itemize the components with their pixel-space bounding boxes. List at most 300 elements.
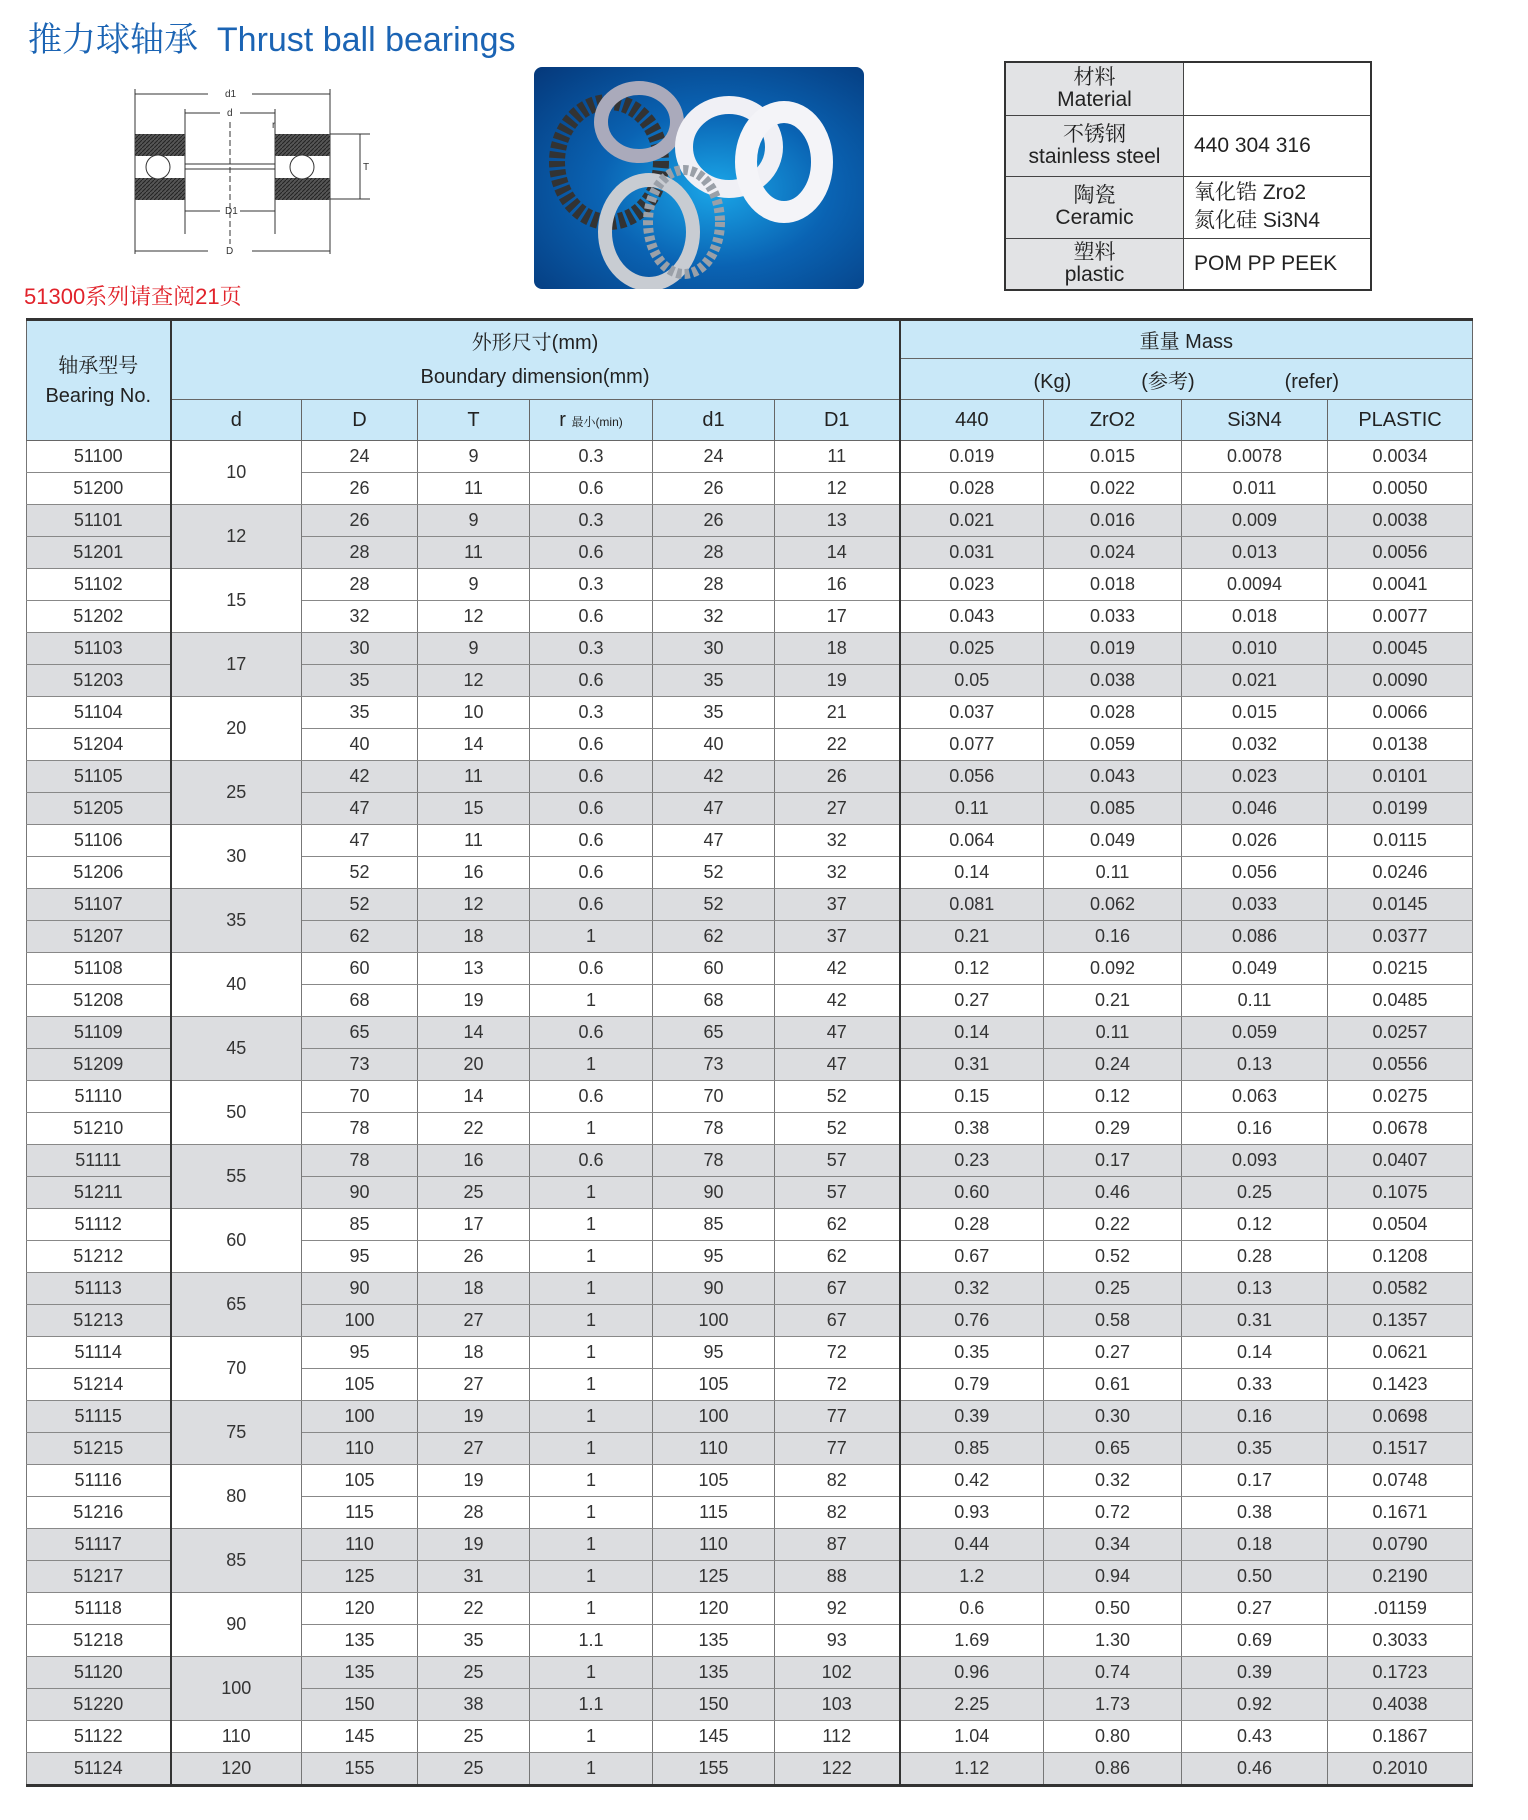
d1-cell: 77 <box>775 1433 900 1465</box>
440-cell: 0.056 <box>900 761 1044 793</box>
d-cell: 135 <box>302 1657 418 1689</box>
d1-cell: 77 <box>775 1401 900 1433</box>
t-cell: 38 <box>418 1689 530 1721</box>
zro2-cell: 0.033 <box>1044 601 1182 633</box>
d-cell: 47 <box>302 825 418 857</box>
d-cell: 15 <box>171 569 302 633</box>
d1-cell: 24 <box>653 441 775 473</box>
material-label-en: plastic <box>1064 262 1125 286</box>
t-cell: 25 <box>418 1721 530 1753</box>
material-value: POM PP PEEK <box>1194 251 1338 275</box>
table-row <box>27 761 1473 793</box>
d-cell: 28 <box>302 569 418 601</box>
column-header-label: d <box>230 408 242 431</box>
d-cell: 85 <box>302 1209 418 1241</box>
plastic-cell: 0.1357 <box>1328 1305 1473 1337</box>
plastic-cell: 0.0698 <box>1328 1401 1473 1433</box>
label-d1: d1 <box>225 89 237 100</box>
material-label-cn: 塑料 <box>1073 240 1116 264</box>
d1-cell: 40 <box>653 729 775 761</box>
bearing-cross-section-diagram <box>130 84 392 256</box>
d1-cell: 100 <box>653 1305 775 1337</box>
plastic-cell: 0.0275 <box>1328 1081 1473 1113</box>
si3n4-cell: 0.033 <box>1182 889 1328 921</box>
column-header-label: r <box>559 408 566 431</box>
r-cell: 1 <box>530 1209 653 1241</box>
t-cell: 9 <box>418 569 530 601</box>
table-row <box>27 1753 1473 1786</box>
zro2-cell: 0.092 <box>1044 953 1182 985</box>
zro2-cell: 0.65 <box>1044 1433 1182 1465</box>
d-cell: 65 <box>302 1017 418 1049</box>
d1-cell: 105 <box>653 1369 775 1401</box>
d1-cell: 22 <box>775 729 900 761</box>
zro2-cell: 0.80 <box>1044 1721 1182 1753</box>
440-cell: 0.081 <box>900 889 1044 921</box>
zro2-cell: 0.049 <box>1044 825 1182 857</box>
d1-cell: 82 <box>775 1465 900 1497</box>
bearing-number-cell: 51107 <box>27 889 171 921</box>
440-cell: 0.44 <box>900 1529 1044 1561</box>
d1-cell: 62 <box>775 1241 900 1273</box>
440-cell: 0.6 <box>900 1593 1044 1625</box>
bearing-number-cell: 51108 <box>27 953 171 985</box>
plastic-cell: 0.0485 <box>1328 985 1473 1017</box>
d1-cell: 112 <box>775 1721 900 1753</box>
r-cell: 0.3 <box>530 505 653 537</box>
si3n4-cell: 0.25 <box>1182 1177 1328 1209</box>
d1-cell: 42 <box>775 953 900 985</box>
d-cell: 25 <box>171 761 302 825</box>
si3n4-cell: 0.013 <box>1182 537 1328 569</box>
bearing-number-cell: 51218 <box>27 1625 171 1657</box>
440-cell: 0.05 <box>900 665 1044 697</box>
r-cell: 0.6 <box>530 889 653 921</box>
si3n4-cell: 0.056 <box>1182 857 1328 889</box>
zro2-cell: 0.24 <box>1044 1049 1182 1081</box>
d1-cell: 37 <box>775 889 900 921</box>
plastic-cell: 0.0038 <box>1328 505 1473 537</box>
si3n4-cell: 0.35 <box>1182 1433 1328 1465</box>
plastic-cell: 0.0621 <box>1328 1337 1473 1369</box>
d1-cell: 21 <box>775 697 900 729</box>
r-cell: 1 <box>530 1721 653 1753</box>
d-cell: 105 <box>302 1369 418 1401</box>
bearing-number-cell: 51217 <box>27 1561 171 1593</box>
t-cell: 35 <box>418 1625 530 1657</box>
plastic-cell: 0.0748 <box>1328 1465 1473 1497</box>
plastic-cell: 0.0504 <box>1328 1209 1473 1241</box>
d1-cell: 47 <box>653 793 775 825</box>
d1-cell: 95 <box>653 1241 775 1273</box>
440-cell: 0.31 <box>900 1049 1044 1081</box>
r-cell: 0.6 <box>530 793 653 825</box>
bearing-number-cell: 51200 <box>27 473 171 505</box>
r-cell: 0.3 <box>530 441 653 473</box>
440-cell: 2.25 <box>900 1689 1044 1721</box>
si3n4-cell: 0.011 <box>1182 473 1328 505</box>
bearing-number-cell: 51104 <box>27 697 171 729</box>
t-cell: 14 <box>418 1081 530 1113</box>
si3n4-cell: 0.0078 <box>1182 441 1328 473</box>
d-cell: 35 <box>302 697 418 729</box>
440-cell: 0.38 <box>900 1113 1044 1145</box>
d-cell: 125 <box>302 1561 418 1593</box>
d-cell: 110 <box>302 1529 418 1561</box>
d1-cell: 28 <box>653 569 775 601</box>
d1-cell: 62 <box>775 1209 900 1241</box>
bearing-number-cell: 51105 <box>27 761 171 793</box>
d1-cell: 13 <box>775 505 900 537</box>
d1-cell: 72 <box>775 1369 900 1401</box>
440-cell: 0.42 <box>900 1465 1044 1497</box>
plastic-cell: 0.1671 <box>1328 1497 1473 1529</box>
column-header-label: D1 <box>823 408 850 431</box>
d1-cell: 52 <box>653 889 775 921</box>
d-cell: 135 <box>302 1625 418 1657</box>
d-cell: 20 <box>171 697 302 761</box>
t-cell: 22 <box>418 1593 530 1625</box>
si3n4-cell: 0.015 <box>1182 697 1328 729</box>
plastic-cell: 0.0145 <box>1328 889 1473 921</box>
bearing-number-cell: 51207 <box>27 921 171 953</box>
r-cell: 1 <box>530 1305 653 1337</box>
plastic-cell: 0.1423 <box>1328 1369 1473 1401</box>
d-cell: 90 <box>302 1273 418 1305</box>
si3n4-cell: 0.17 <box>1182 1465 1328 1497</box>
plastic-cell: 0.0678 <box>1328 1113 1473 1145</box>
table-row <box>27 1721 1473 1753</box>
zro2-cell: 1.73 <box>1044 1689 1182 1721</box>
bearing-number-cell: 51102 <box>27 569 171 601</box>
si3n4-cell: 0.026 <box>1182 825 1328 857</box>
si3n4-cell: 0.39 <box>1182 1657 1328 1689</box>
si3n4-cell: 0.059 <box>1182 1017 1328 1049</box>
d1-cell: 26 <box>653 473 775 505</box>
si3n4-cell: 0.18 <box>1182 1529 1328 1561</box>
label-D: D <box>226 246 234 256</box>
d-cell: 30 <box>302 633 418 665</box>
d1-cell: 103 <box>775 1689 900 1721</box>
r-cell: 1 <box>530 1241 653 1273</box>
d1-cell: 27 <box>775 793 900 825</box>
440-cell: 0.14 <box>900 857 1044 889</box>
table-row <box>27 697 1473 729</box>
table-row <box>27 569 1473 601</box>
si3n4-cell: 0.023 <box>1182 761 1328 793</box>
bearing-number-cell: 51101 <box>27 505 171 537</box>
r-cell: 1 <box>530 1497 653 1529</box>
zro2-cell: 0.038 <box>1044 665 1182 697</box>
d1-cell: 47 <box>775 1049 900 1081</box>
bearing-number-cell: 51118 <box>27 1593 171 1625</box>
d-cell: 35 <box>302 665 418 697</box>
440-cell: 0.27 <box>900 985 1044 1017</box>
zro2-cell: 0.22 <box>1044 1209 1182 1241</box>
r-cell: 0.6 <box>530 601 653 633</box>
t-cell: 9 <box>418 505 530 537</box>
d-cell: 47 <box>302 793 418 825</box>
d-cell: 78 <box>302 1113 418 1145</box>
bearing-number-cell: 51106 <box>27 825 171 857</box>
d-cell: 75 <box>171 1401 302 1465</box>
440-cell: 0.025 <box>900 633 1044 665</box>
column-header-label: D <box>352 408 367 431</box>
si3n4-cell: 0.46 <box>1182 1753 1328 1786</box>
plastic-cell: 0.0056 <box>1328 537 1473 569</box>
plastic-cell: 0.0556 <box>1328 1049 1473 1081</box>
r-cell: 0.3 <box>530 633 653 665</box>
d1-cell: 57 <box>775 1177 900 1209</box>
zro2-cell: 0.25 <box>1044 1273 1182 1305</box>
material-value: 氧化锆 Zro2 <box>1194 181 1307 204</box>
d1-cell: 90 <box>653 1273 775 1305</box>
r-cell: 1.1 <box>530 1625 653 1657</box>
r-cell: 0.6 <box>530 857 653 889</box>
440-cell: 0.019 <box>900 441 1044 473</box>
t-cell: 15 <box>418 793 530 825</box>
si3n4-cell: 0.009 <box>1182 505 1328 537</box>
table-row <box>27 505 1473 537</box>
d-cell: 26 <box>302 505 418 537</box>
r-cell: 1.1 <box>530 1689 653 1721</box>
plastic-cell: 0.0050 <box>1328 473 1473 505</box>
440-cell: 0.077 <box>900 729 1044 761</box>
r-cell: 1 <box>530 1049 653 1081</box>
r-cell: 1 <box>530 1657 653 1689</box>
plastic-cell: 0.0407 <box>1328 1145 1473 1177</box>
d1-cell: 72 <box>775 1337 900 1369</box>
zro2-cell: 0.50 <box>1044 1593 1182 1625</box>
d-cell: 55 <box>171 1145 302 1209</box>
d-cell: 45 <box>171 1017 302 1081</box>
bearing-number-cell: 51213 <box>27 1305 171 1337</box>
bearing-number-cell: 51122 <box>27 1721 171 1753</box>
d-cell: 95 <box>302 1241 418 1273</box>
d-cell: 62 <box>302 921 418 953</box>
t-cell: 22 <box>418 1113 530 1145</box>
d-cell: 78 <box>302 1145 418 1177</box>
mass-unit: (Kg) <box>1033 370 1072 393</box>
d1-cell: 18 <box>775 633 900 665</box>
d1-cell: 28 <box>653 537 775 569</box>
d-cell: 65 <box>171 1273 302 1337</box>
zro2-cell: 0.72 <box>1044 1497 1182 1529</box>
si3n4-cell: 0.063 <box>1182 1081 1328 1113</box>
d1-cell: 82 <box>775 1497 900 1529</box>
table-row <box>27 1465 1473 1497</box>
t-cell: 10 <box>418 697 530 729</box>
bearing-number-cell: 51109 <box>27 1017 171 1049</box>
d1-cell: 60 <box>653 953 775 985</box>
si3n4-cell: 0.43 <box>1182 1721 1328 1753</box>
r-cell: 0.6 <box>530 473 653 505</box>
zro2-cell: 0.12 <box>1044 1081 1182 1113</box>
si3n4-cell: 0.50 <box>1182 1561 1328 1593</box>
table-row <box>27 825 1473 857</box>
t-cell: 18 <box>418 1337 530 1369</box>
440-cell: 0.064 <box>900 825 1044 857</box>
d-cell: 52 <box>302 889 418 921</box>
440-cell: 1.2 <box>900 1561 1044 1593</box>
t-cell: 20 <box>418 1049 530 1081</box>
r-cell: 0.6 <box>530 1017 653 1049</box>
zro2-cell: 0.94 <box>1044 1561 1182 1593</box>
d-cell: 70 <box>302 1081 418 1113</box>
table-row <box>27 1273 1473 1305</box>
d1-cell: 32 <box>775 825 900 857</box>
column-header-440 <box>900 400 1044 441</box>
d1-cell: 67 <box>775 1273 900 1305</box>
bearing-number-cell: 51206 <box>27 857 171 889</box>
440-cell: 0.32 <box>900 1273 1044 1305</box>
column-header-t <box>418 400 530 441</box>
d1-cell: 115 <box>653 1497 775 1529</box>
d-cell: 24 <box>302 441 418 473</box>
zro2-cell: 0.58 <box>1044 1305 1182 1337</box>
440-cell: 0.35 <box>900 1337 1044 1369</box>
bearing-no-header-cn: 轴承型号 <box>58 354 139 377</box>
bearing-number-cell: 51214 <box>27 1369 171 1401</box>
t-cell: 18 <box>418 921 530 953</box>
plastic-cell: 0.0090 <box>1328 665 1473 697</box>
plastic-cell: 0.2190 <box>1328 1561 1473 1593</box>
bearing-number-cell: 51114 <box>27 1337 171 1369</box>
column-header-sublabel: 最小(min) <box>571 414 623 429</box>
si3n4-cell: 0.16 <box>1182 1113 1328 1145</box>
si3n4-cell: 0.093 <box>1182 1145 1328 1177</box>
label-r: r <box>272 120 276 131</box>
d1-cell: 62 <box>653 921 775 953</box>
t-cell: 9 <box>418 633 530 665</box>
material-label-en: Ceramic <box>1055 206 1134 229</box>
d-cell: 12 <box>171 505 302 569</box>
r-cell: 1 <box>530 1465 653 1497</box>
440-cell: 0.11 <box>900 793 1044 825</box>
d1-cell: 67 <box>775 1305 900 1337</box>
440-cell: 0.23 <box>900 1145 1044 1177</box>
d1-cell: 32 <box>775 857 900 889</box>
t-cell: 12 <box>418 665 530 697</box>
440-cell: 0.14 <box>900 1017 1044 1049</box>
d-cell: 60 <box>171 1209 302 1273</box>
d-cell: 155 <box>302 1753 418 1786</box>
column-header-label: d1 <box>702 408 725 431</box>
d-cell: 17 <box>171 633 302 697</box>
si3n4-cell: 0.33 <box>1182 1369 1328 1401</box>
bearing-number-cell: 51113 <box>27 1273 171 1305</box>
d1-cell: 93 <box>775 1625 900 1657</box>
t-cell: 19 <box>418 985 530 1017</box>
d1-cell: 150 <box>653 1689 775 1721</box>
bearing-number-cell: 51201 <box>27 537 171 569</box>
d-cell: 40 <box>302 729 418 761</box>
plastic-cell: 0.1867 <box>1328 1721 1473 1753</box>
zro2-cell: 0.21 <box>1044 985 1182 1017</box>
440-cell: 0.023 <box>900 569 1044 601</box>
material-value: 440 304 316 <box>1194 133 1311 157</box>
d1-cell: 19 <box>775 665 900 697</box>
column-header-d <box>302 400 418 441</box>
440-cell: 0.60 <box>900 1177 1044 1209</box>
column-header-label: ZrO2 <box>1089 408 1136 431</box>
column-header-label: PLASTIC <box>1358 408 1442 431</box>
440-cell: 0.21 <box>900 921 1044 953</box>
bearing-number-cell: 51216 <box>27 1497 171 1529</box>
zro2-cell: 0.30 <box>1044 1401 1182 1433</box>
table-row <box>27 1017 1473 1049</box>
d1-cell: 92 <box>775 1593 900 1625</box>
d1-cell: 88 <box>775 1561 900 1593</box>
440-cell: 0.037 <box>900 697 1044 729</box>
t-cell: 19 <box>418 1465 530 1497</box>
d1-cell: 52 <box>653 857 775 889</box>
r-cell: 1 <box>530 1369 653 1401</box>
d-cell: 28 <box>302 537 418 569</box>
bearing-number-cell: 51115 <box>27 1401 171 1433</box>
r-cell: 1 <box>530 1401 653 1433</box>
table-row <box>27 1657 1473 1689</box>
bearing-number-cell: 51103 <box>27 633 171 665</box>
zro2-cell: 0.86 <box>1044 1753 1182 1786</box>
440-cell: 0.043 <box>900 601 1044 633</box>
zro2-cell: 0.043 <box>1044 761 1182 793</box>
zro2-cell: 0.059 <box>1044 729 1182 761</box>
zro2-cell: 0.11 <box>1044 857 1182 889</box>
bearing-number-cell: 51205 <box>27 793 171 825</box>
d-cell: 70 <box>171 1337 302 1401</box>
d-cell: 90 <box>302 1177 418 1209</box>
series-note: 51300系列请查阅21页 <box>24 284 242 309</box>
column-header-d <box>171 400 302 441</box>
bearing-no-header-en: Bearing No. <box>45 384 152 407</box>
d1-cell: 35 <box>653 665 775 697</box>
boundary-header-cn: 外形尺寸(mm) <box>471 332 599 354</box>
material-value: 氮化硅 Si3N4 <box>1194 209 1321 232</box>
plastic-cell: 0.0115 <box>1328 825 1473 857</box>
plastic-cell: 0.3033 <box>1328 1625 1473 1657</box>
d1-cell: 11 <box>775 441 900 473</box>
440-cell: 0.79 <box>900 1369 1044 1401</box>
mass-reference-cn: (参考) <box>1141 370 1195 393</box>
d1-cell: 30 <box>653 633 775 665</box>
si3n4-cell: 0.16 <box>1182 1401 1328 1433</box>
plastic-cell: 0.0199 <box>1328 793 1473 825</box>
r-cell: 1 <box>530 1177 653 1209</box>
d1-cell: 87 <box>775 1529 900 1561</box>
table-row <box>27 633 1473 665</box>
table-row <box>27 1337 1473 1369</box>
d-cell: 85 <box>171 1529 302 1593</box>
bearing-number-cell: 51211 <box>27 1177 171 1209</box>
zro2-cell: 0.062 <box>1044 889 1182 921</box>
bearing-number-cell: 51208 <box>27 985 171 1017</box>
440-cell: 0.96 <box>900 1657 1044 1689</box>
d1-cell: 16 <box>775 569 900 601</box>
plastic-cell: 0.1208 <box>1328 1241 1473 1273</box>
d-cell: 110 <box>302 1433 418 1465</box>
product-photo <box>534 67 864 289</box>
d1-cell: 52 <box>775 1113 900 1145</box>
bearing-number-cell: 51209 <box>27 1049 171 1081</box>
column-header-zro2 <box>1044 400 1182 441</box>
t-cell: 12 <box>418 889 530 921</box>
d1-cell: 135 <box>653 1625 775 1657</box>
plastic-cell: 0.0582 <box>1328 1273 1473 1305</box>
d1-cell: 65 <box>653 1017 775 1049</box>
t-cell: 11 <box>418 537 530 569</box>
440-cell: 0.031 <box>900 537 1044 569</box>
